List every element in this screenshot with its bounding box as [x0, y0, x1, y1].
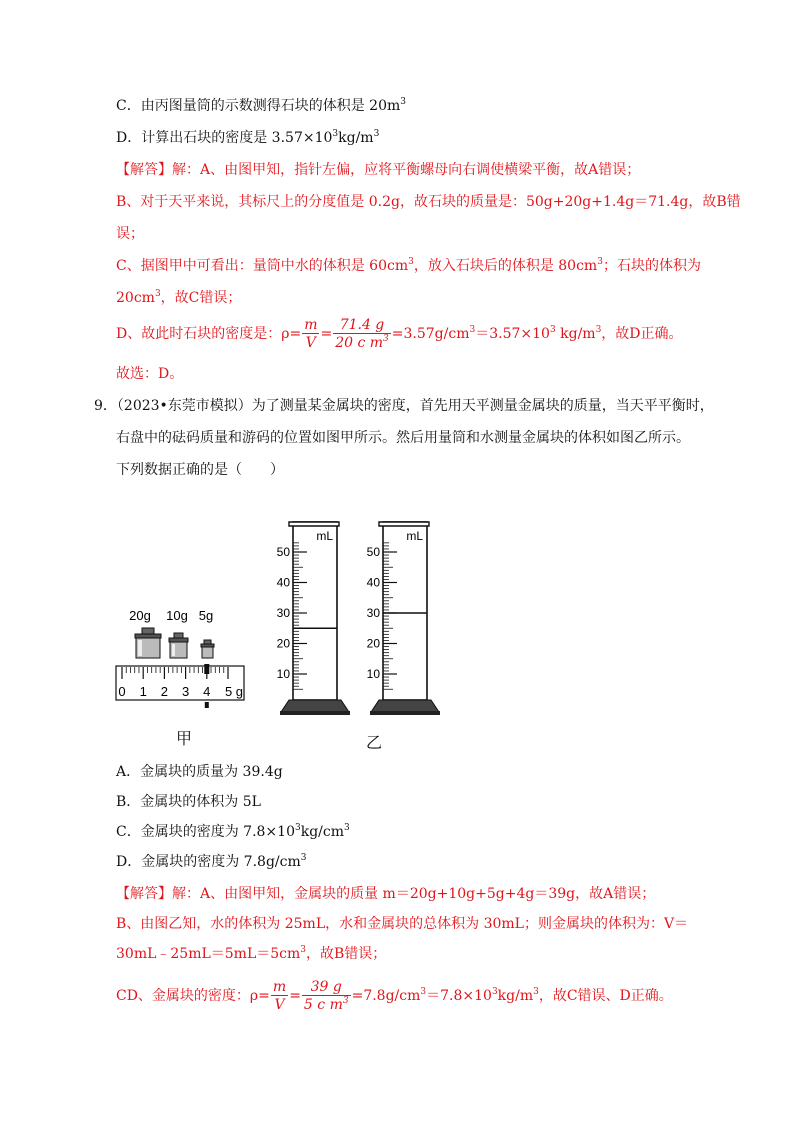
- cylinder-base: [371, 700, 439, 712]
- option-d-previous: D．计算出石块的密度是 $3.57\times 10^3kg/m^3$: [116, 129, 380, 146]
- fraction-m-over-v: $\frac{m}{V}$: [272, 979, 287, 1013]
- ruler-tick-label: 2: [160, 684, 169, 699]
- fraction-mass-over-volume: $\frac{39 g}{5 c m^3}$: [303, 979, 349, 1013]
- cylinder-lip: [289, 522, 339, 526]
- cylinder-base-foot: [280, 711, 350, 715]
- q9-answer-density-line: CD、金属块的密度：ρ= $\frac{m}{V}$ = $\frac{39 g}{5 c m^3}$ $=7.8g/cm^3=7.8\times 10^3kg/m^3$，故C错误、D正确。: [116, 979, 673, 1013]
- graduated-cylinder-2: [365, 514, 445, 718]
- cylinder-body: [383, 522, 427, 700]
- weight-5g-icon: [201, 640, 214, 658]
- option-b: B．金属块的体积为 5L: [116, 794, 261, 810]
- cylinder-scale-label: 10: [366, 667, 380, 681]
- cylinder-scale-label: 50: [276, 545, 290, 559]
- q9-answer-line-1: 【解答】解：A、由图甲知，金属块的质量 m＝20g+10g+5g+4g＝39g，故A错误；: [116, 886, 656, 902]
- prev-answer-density-line: D、故此时石块的密度是：ρ= $\frac{m}{V}$ = $\frac{71.4 g}{20 c m^3}$ $=3.57g/cm^3=3.57\times 10^3$ $kg/m^3$，故D正确。: [116, 317, 683, 351]
- cylinder-scale-label: 40: [366, 575, 380, 590]
- weight-label-5g: 5g: [198, 608, 214, 623]
- option-d: D．金属块的密度为 $7.8g/cm^3$: [116, 853, 307, 870]
- option-c-previous: C．由丙图量筒的示数测得石块的体积是 $20m^3$: [116, 97, 406, 114]
- cylinder-scale-label: 30: [366, 606, 380, 620]
- ruler-tick-label: 4: [203, 684, 211, 699]
- prev-answer-line-2: B、对于天平来说，其标尺上的分度值是 0.2g，故石块的质量是：50g+20g+1.4g＝71.4g，故B错: [116, 194, 741, 210]
- cylinder-scale-label: 30: [276, 606, 290, 620]
- option-c: C．金属块的密度为 $7.8\times 10^3kg/cm^3$: [116, 823, 350, 840]
- prev-answer-line-3: 误；: [116, 226, 144, 242]
- prev-answer-line-4: C、据图甲中可看出：量筒中水的体积是 $60cm^3$，放入石块后的体积是 $80cm^3$；石块的体积为: [116, 257, 701, 274]
- cylinder-body: [293, 522, 337, 700]
- cylinder-unit-label: mL: [316, 529, 333, 543]
- option-a: A．金属块的质量为 39.4g: [116, 764, 283, 780]
- prev-answer-line-1: 【解答】解：A、由图甲知，指针左偏，应将平衡螺母向右调使横梁平衡，故A错误；: [116, 162, 641, 178]
- caption-jia: 甲: [176, 729, 193, 748]
- weight-20g-icon: [135, 628, 161, 658]
- ruler-tick-label: 1: [139, 684, 147, 699]
- ruler-tick-label: 3: [181, 684, 190, 699]
- ruler-tick-label: 5 g: [224, 684, 244, 699]
- q9-stem-line-1: 9．（2023•东莞市模拟）为了测量某金属块的密度，首先用天平测量金属块的质量，当天平平衡时，: [94, 398, 714, 414]
- cylinder-base: [281, 700, 349, 712]
- prev-answer-line-5: $20cm^3$，故C错误；: [116, 289, 242, 306]
- cylinder-base-foot: [370, 711, 440, 715]
- weight-10g-icon: [169, 633, 188, 658]
- cylinder-scale-label: 20: [276, 636, 290, 651]
- q9-stem-line-2: 右盘中的砝码质量和游码的位置如图甲所示。然后用量筒和水测量金属块的体积如图乙所示。: [116, 430, 690, 446]
- q9-stem-line-3: 下列数据正确的是（ ）: [116, 462, 284, 478]
- q9-answer-line-2: B、由图乙知，水的体积为 25mL，水和金属块的总体积为 30mL；则金属块的体积为：V＝: [116, 916, 689, 932]
- prev-choose-line: 故选：D。: [116, 366, 184, 382]
- cylinder-scale-label: 10: [276, 667, 290, 681]
- caption-yi: 乙: [366, 733, 383, 752]
- cylinder-unit-label: mL: [406, 529, 423, 543]
- rider-pointer: [205, 702, 209, 708]
- graduated-cylinder-1: [275, 514, 355, 718]
- fraction-m-over-v: $\frac{m}{V}$: [304, 317, 318, 351]
- balance-weights-figure: [110, 600, 250, 712]
- rider-marker: [204, 664, 209, 674]
- ruler-tick-label: 0: [118, 684, 126, 699]
- weight-label-10g: 10g: [166, 608, 188, 623]
- fraction-mass-over-volume: $\frac{71.4 g}{20 c m^3}$: [335, 317, 389, 351]
- cylinder-scale-label: 40: [276, 575, 290, 590]
- cylinder-scale-label: 50: [366, 545, 380, 559]
- q9-answer-line-3: $30mL﹣25mL=5mL=5cm^3$，故B错误；: [116, 945, 387, 962]
- cylinder-scale-label: 20: [366, 636, 380, 651]
- cylinder-lip: [379, 522, 429, 526]
- weight-label-20g: 20g: [129, 608, 151, 623]
